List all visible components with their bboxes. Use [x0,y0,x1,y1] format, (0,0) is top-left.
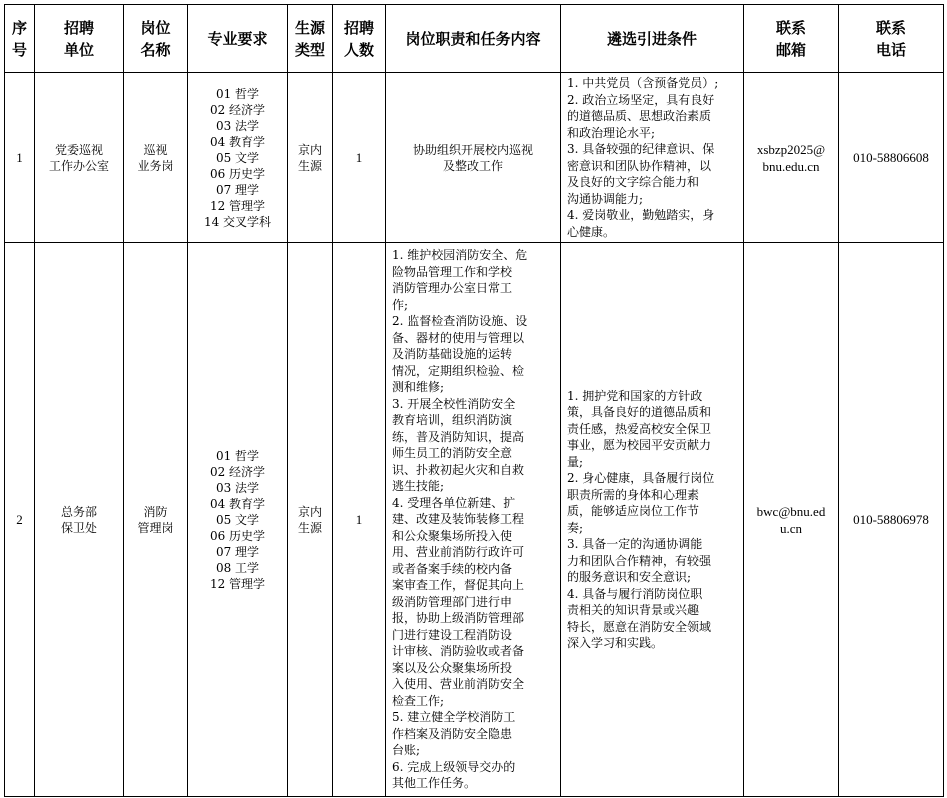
cell-tel: 010-58806978 [839,243,944,797]
cell-unit: 党委巡视 工作办公室 [35,73,124,243]
header-tel: 联系 电话 [839,5,944,73]
cell-count: 1 [333,243,386,797]
cell-count: 1 [333,73,386,243]
cell-post: 消防 管理岗 [124,243,188,797]
table-row [5,73,944,243]
cell-major: 01 哲学 02 经济学 03 法学 04 教育学 05 文学 06 历史学 07 理学 08 工学 12 管理学 [188,243,288,797]
cell-duty: 协助组织开展校内巡视 及整改工作 [386,73,561,243]
header-email: 联系 邮箱 [744,5,839,73]
header-conditions: 遴选引进条件 [561,5,744,73]
cell-seq: 1 [5,73,35,243]
cell-duty: 1. 维护校园消防安全、危 险物品管理工作和学校 消防管理办公室日常工 作; 2. 监督检查消防设施、设 备、器材的使用与管理以 及消防基础设施的运转 情况，定期组织检验、检 测和维修; 3. 开展全校性消防安全 教育培训，组织消防演 练，普及消防知识，提高 师生员工的消防安全意 识、扑救初起火灾和自救 逃生技能; 4. 受理各单位新建、扩 建、改建及装饰装修工程 和公众聚集场所投入使 用、营业前消防行政许可 或者备案手续的校内备 案审查工作，督促其向上 级消防管理部门进行申 报，协助上级消防管理部 门进行建设工程消防设 计审核、消防验收或者备 案以及公众聚集场所投 入使用、营业前消防安全 检查工作; 5. 建立健全学校消防工 作档案及消防安全隐患 台账; 6. 完成上级领导交办的 其他工作任务。 [386,243,561,797]
recruitment-table [4,4,944,797]
cell-email[interactable]: xsbzp2025@ bnu.edu.cn [744,73,839,243]
table-row [5,243,944,797]
header-post: 岗位 名称 [124,5,188,73]
cell-tel: 010-58806608 [839,73,944,243]
cell-post: 巡视 业务岗 [124,73,188,243]
header-seq: 序 号 [5,5,35,73]
cell-seq: 2 [5,243,35,797]
cell-source: 京内 生源 [288,243,333,797]
header-row [5,5,944,73]
header-unit: 招聘 单位 [35,5,124,73]
cell-unit: 总务部 保卫处 [35,243,124,797]
header-duty: 岗位职责和任务内容 [386,5,561,73]
header-source: 生源 类型 [288,5,333,73]
header-major: 专业要求 [188,5,288,73]
cell-source: 京内 生源 [288,73,333,243]
cell-conditions: 1. 中共党员（含预备党员）; 2. 政治立场坚定，具有良好 的道德品质、思想政治素质 和政治理论水平; 3. 具备较强的纪律意识、保 密意识和团队协作精神，以 及良好的文字综合能力和 沟通协调能力; 4. 爱岗敬业，勤勉踏实，身 心健康。 [561,73,744,243]
cell-major: 01 哲学 02 经济学 03 法学 04 教育学 05 文学 06 历史学 07 理学 12 管理学 14 交叉学科 [188,73,288,243]
header-count: 招聘 人数 [333,5,386,73]
cell-email[interactable]: bwc@bnu.ed u.cn [744,243,839,797]
cell-conditions: 1. 拥护党和国家的方针政 策，具备良好的道德品质和 责任感，热爱高校安全保卫 事业，愿为校园平安贡献力 量; 2. 身心健康，具备履行岗位 职责所需的身体和心理素 质，能够适应岗位工作节 奏; 3. 具备一定的沟通协调能 力和团队合作精神，有较强 的服务意识和安全意识; 4. 具备与履行消防岗位职 责相关的知识背景或兴趣 特长，愿意在消防安全领域 深入学习和实践。 [561,243,744,797]
